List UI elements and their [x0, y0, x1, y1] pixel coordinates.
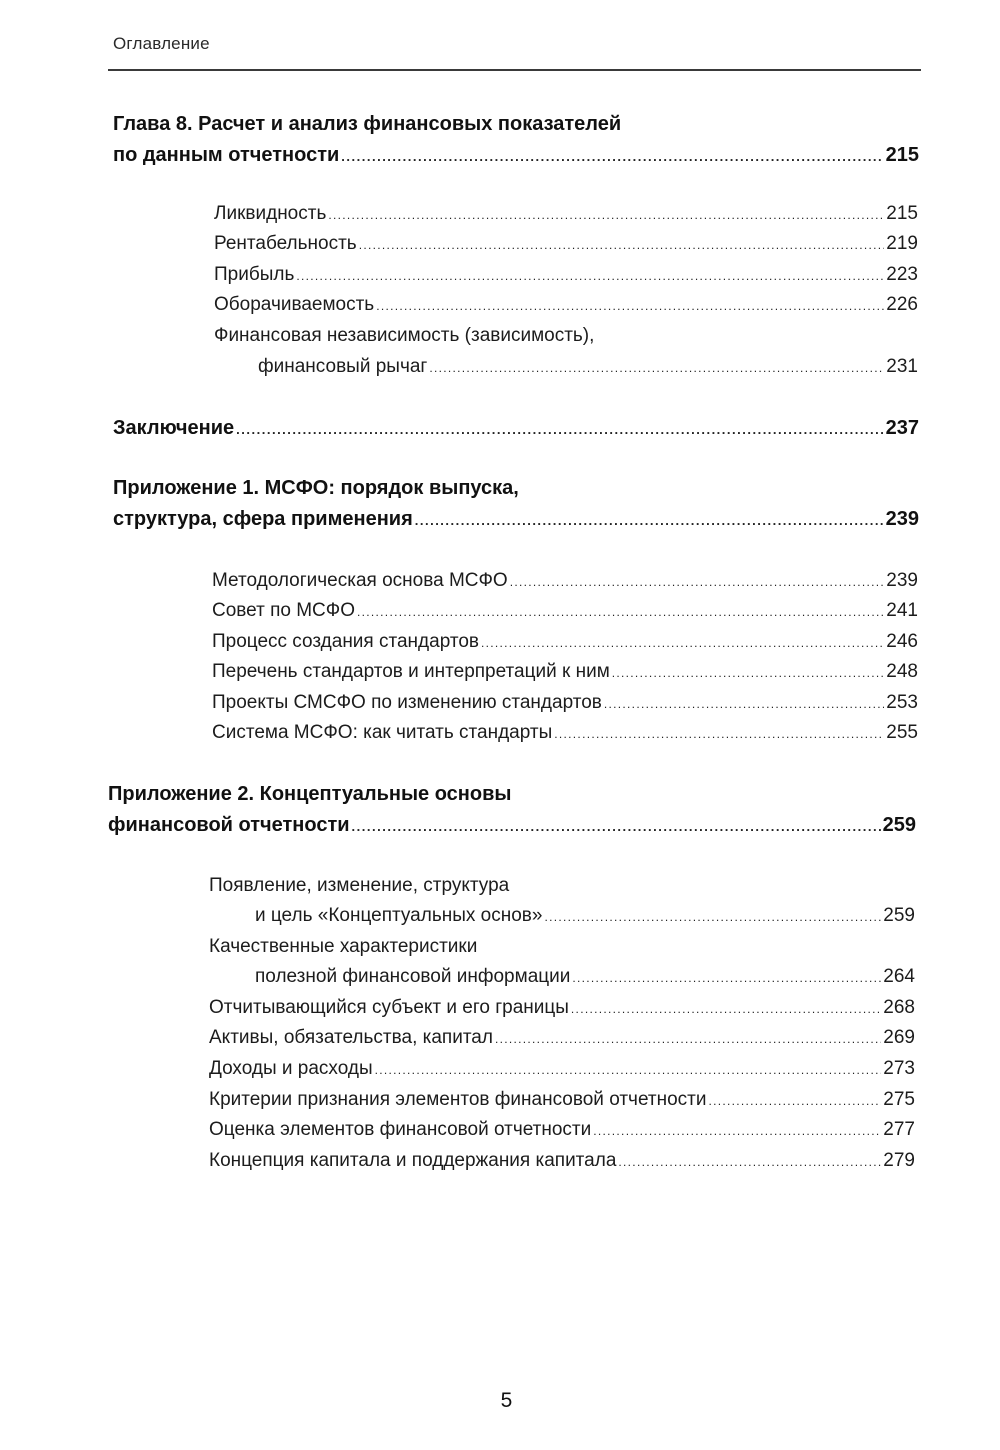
section-title: Критерии признания элементов финансовой отчетности [209, 1089, 707, 1110]
toc-entry-section[interactable] [214, 203, 918, 225]
dot-leader [236, 422, 883, 437]
dot-leader [554, 727, 884, 741]
section-title: Оборачиваемость [214, 294, 375, 315]
section-title: Концепция капитала и поддержания капитала [209, 1150, 617, 1171]
toc-entry-section[interactable] [212, 661, 918, 683]
section-title: Методологическая основа МСФО [212, 570, 508, 591]
dot-leader [612, 666, 885, 680]
section-page: 275 [883, 1089, 915, 1110]
dot-leader [415, 513, 884, 528]
chapter-8-page: 215 [885, 144, 919, 166]
section-title: Рентабельность [214, 233, 357, 254]
dot-leader [376, 299, 884, 313]
dot-leader [618, 1155, 881, 1169]
toc-entry-section[interactable] [209, 997, 915, 1019]
dot-leader [544, 910, 881, 924]
section-page: 255 [886, 722, 918, 743]
dot-leader [429, 361, 884, 375]
appendix-1-title-line1: Приложение 1. МСФО: порядок выпуска, [113, 477, 519, 499]
appendix-1-title-line2: структура, сфера применения [113, 508, 413, 530]
section-page: 215 [886, 203, 918, 224]
conclusion-title: Заключение [113, 417, 235, 439]
dot-leader [708, 1094, 881, 1108]
dot-leader [510, 575, 885, 589]
section-page: 259 [883, 905, 915, 926]
section-title: полезной финансовой информации [255, 966, 571, 987]
dot-leader [341, 149, 883, 164]
toc-entry-section[interactable] [209, 1058, 915, 1080]
running-head-title: Оглавление [113, 34, 210, 53]
toc-entry-section[interactable] [214, 294, 918, 316]
toc-entry-section[interactable] [255, 905, 915, 927]
conclusion-page: 237 [885, 417, 919, 439]
section-title: Отчитывающийся субъект и его границы [209, 997, 569, 1018]
section-page: 277 [883, 1119, 915, 1140]
section-page: 268 [883, 997, 915, 1018]
chapter-8-title-line1: Глава 8. Расчет и анализ финансовых показателей [113, 113, 622, 135]
toc-entry-section[interactable] [212, 631, 918, 653]
appendix-2-title-line1: Приложение 2. Концептуальные основы [108, 783, 512, 805]
section-page: 253 [886, 692, 918, 713]
dot-leader [296, 269, 884, 283]
page-number: 5 [500, 1389, 513, 1412]
dot-leader [593, 1124, 881, 1138]
header-rule [108, 69, 921, 71]
section-page: 246 [886, 631, 918, 652]
section-page: 231 [886, 356, 918, 377]
toc-entry-conclusion[interactable] [113, 417, 919, 440]
section-title: Ликвидность [214, 203, 327, 224]
toc-entry-appendix-2[interactable] [108, 814, 916, 837]
chapter-8-title-line2: по данным отчетности [113, 144, 340, 166]
section-page: 269 [883, 1027, 915, 1048]
dot-leader [359, 238, 885, 252]
dot-leader [604, 697, 884, 711]
section-page: 279 [883, 1150, 915, 1171]
toc-entry-section[interactable] [214, 233, 918, 255]
dot-leader [357, 605, 884, 619]
toc-entry-section[interactable] [212, 600, 918, 622]
section-title: Совет по МСФО [212, 600, 355, 621]
section-page: 219 [886, 233, 918, 254]
appendix-2-page: 259 [882, 814, 916, 836]
section-title: Процесс создания стандартов [212, 631, 479, 652]
toc-entry-section[interactable] [212, 692, 918, 714]
section-page: 248 [886, 661, 918, 682]
toc-entry-chapter-8[interactable] [113, 144, 919, 167]
dot-leader [375, 1063, 882, 1077]
toc-entry-section[interactable] [214, 264, 918, 286]
toc-entry-section[interactable] [212, 570, 918, 592]
section-title-line1: Финансовая независимость (зависимость), [214, 325, 595, 346]
appendix-2-title-line2: финансовой отчетности [108, 814, 350, 836]
section-title: Доходы и расходы [209, 1058, 373, 1079]
dot-leader [572, 971, 881, 985]
toc-entry-section[interactable] [255, 966, 915, 988]
toc-entry-section[interactable] [209, 1027, 915, 1049]
section-title: Система МСФО: как читать стандарты [212, 722, 553, 743]
toc-entry-section[interactable] [209, 1150, 915, 1172]
section-title: Оценка элементов финансовой отчетности [209, 1119, 592, 1140]
dot-leader [571, 1002, 881, 1016]
section-page: 241 [886, 600, 918, 621]
section-page: 273 [883, 1058, 915, 1079]
toc-entry-appendix-1[interactable] [113, 508, 919, 531]
section-title: Прибыль [214, 264, 295, 285]
toc-entry-section[interactable] [258, 356, 918, 378]
dot-leader [328, 208, 884, 222]
toc-entry-section[interactable] [209, 1119, 915, 1141]
section-page: 226 [886, 294, 918, 315]
section-title-line1: Качественные характеристики [209, 936, 478, 957]
section-page: 264 [883, 966, 915, 987]
dot-leader [495, 1032, 881, 1046]
section-title: и цель «Концептуальных основ» [255, 905, 543, 926]
section-title: Проекты СМСФО по изменению стандартов [212, 692, 602, 713]
appendix-1-page: 239 [885, 508, 919, 530]
section-page: 239 [886, 570, 918, 591]
section-title-line1: Появление, изменение, структура [209, 875, 510, 896]
section-title: Активы, обязательства, капитал [209, 1027, 493, 1048]
dot-leader [481, 636, 884, 650]
section-title: финансовый рычаг [258, 356, 428, 377]
toc-entry-section[interactable] [209, 1089, 915, 1111]
section-page: 223 [886, 264, 918, 285]
section-title: Перечень стандартов и интерпретаций к ним [212, 661, 610, 682]
dot-leader [352, 819, 881, 834]
toc-entry-section[interactable] [212, 722, 918, 744]
